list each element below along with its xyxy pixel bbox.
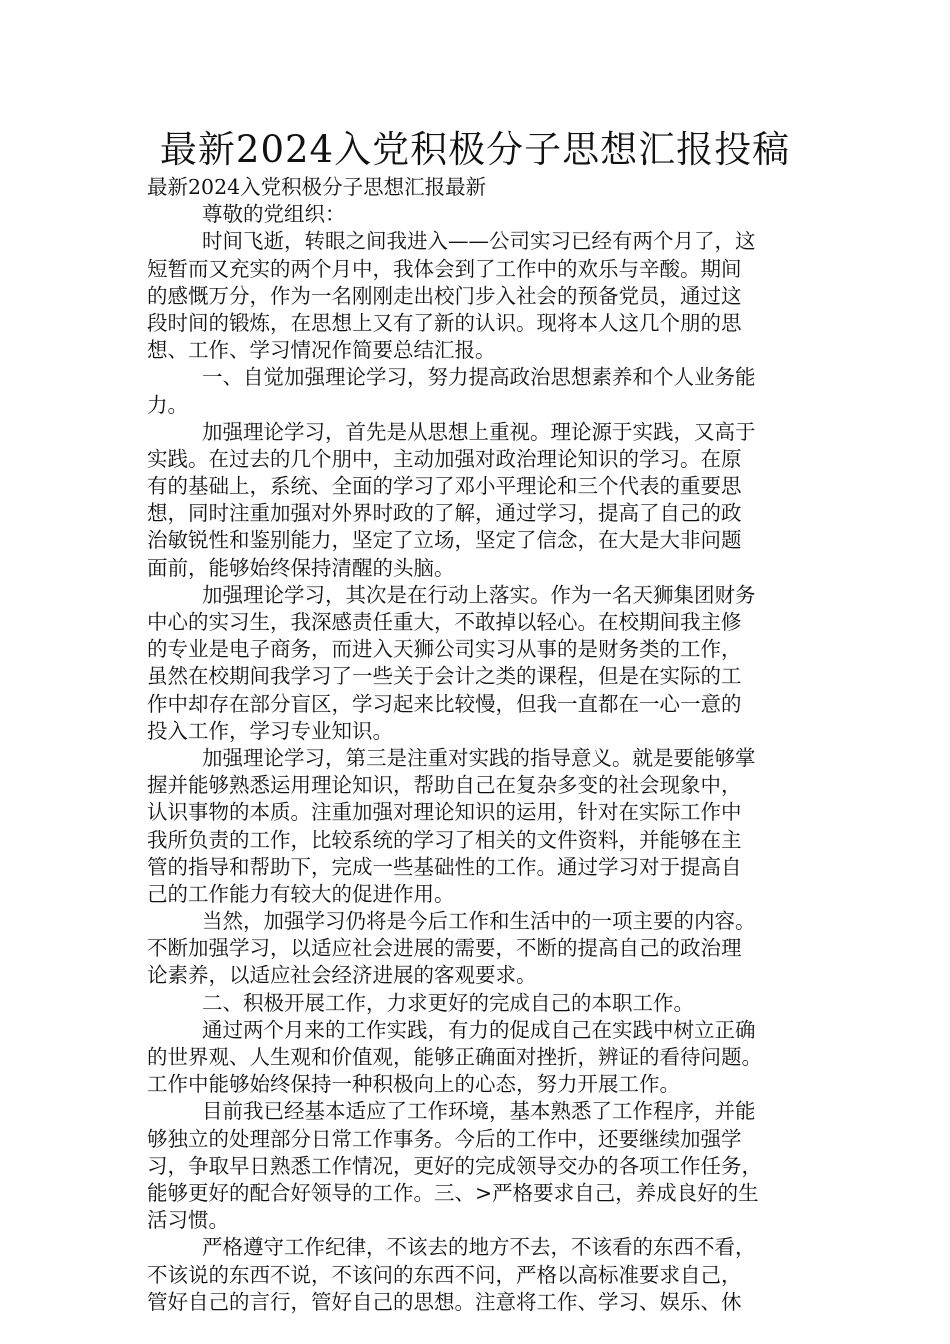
text-line: 习，争取早日熟悉工作情况，更好的完成领导交办的各项工作任务， [147, 1153, 762, 1178]
text-line: 想、工作、学习情况作简要总结汇报。 [147, 338, 496, 363]
text-line: 力。 [147, 392, 188, 417]
text-line: 虽然在校期间我学习了一些关于会计之类的课程，但是在实际的工 [147, 664, 742, 689]
text-line: 面前，能够始终保持清醒的头脑。 [147, 555, 455, 580]
text-line: 管好自己的言行，管好自己的思想。注意将工作、学习、娱乐、休 [147, 1289, 742, 1314]
text-line: 活习惯。 [147, 1208, 229, 1233]
text-line: 的专业是电子商务，而进入天狮公司实习从事的是财务类的工作， [147, 637, 742, 662]
text-line: 的世界观、人生观和价值观，能够正确面对挫折，辨证的看待问题。 [147, 1045, 762, 1069]
text-line: 投入工作，学习专业知识。 [147, 718, 393, 743]
text-line: 能够更好的配合好领导的工作。三、>严格要求自己，养成良好的生 [147, 1180, 759, 1205]
text-line: 加强理论学习，首先是从思想上重视。理论源于实践，又高于 [202, 419, 756, 444]
text-line: 认识事物的本质。注重加强对理论知识的运用，针对在实际工作中 [147, 800, 742, 825]
text-line: 实践。在过去的几个朋中，主动加强对政治理论知识的学习。在原 [147, 446, 742, 471]
document-title: 最新2024入党积极分子思想汇报投稿 [159, 128, 791, 171]
text-line: 工作中能够始终保持一种积极向上的心态，努力开展工作。 [147, 1072, 680, 1097]
text-line: 通过两个月来的工作实践，有力的促成自己在实践中树立正确 [202, 1017, 756, 1042]
text-line: 的感慨万分，作为一名刚刚走出校门步入社会的预备党员，通过这 [147, 283, 742, 308]
text-line: 中心的实习生，我深感责任重大，不敢掉以轻心。在校期间我主修 [147, 610, 742, 634]
text-line: 我所负责的工作，比较系统的学习了相关的文件资料，并能够在主 [147, 827, 742, 852]
text-line: 当然，加强学习仍将是今后工作和生活中的一项主要的内容。 [202, 909, 756, 934]
text-line: 目前我已经基本适应了工作环境，基本熟悉了工作程序，并能 [202, 1099, 756, 1124]
text-line: 作中却存在部分盲区，学习起来比较慢，但我一直都在一心一意的 [147, 691, 742, 716]
text-line: 管的指导和帮助下，完成一些基础性的工作。通过学习对于提高自 [147, 854, 742, 879]
text-line: 握并能够熟悉运用理论知识，帮助自己在复杂多变的社会现象中， [147, 773, 742, 798]
text-line: 加强理论学习，其次是在行动上落实。作为一名天狮集团财务 [202, 582, 756, 607]
document-body [147, 174, 819, 1316]
text-line: 己的工作能力有较大的促进作用。 [147, 881, 455, 906]
text-line: 一、自觉加强理论学习，努力提高政治思想素养和个人业务能 [202, 365, 756, 390]
text-line: 够独立的处理部分日常工作事务。今后的工作中，还要继续加强学 [147, 1126, 742, 1151]
text-line: 论素养，以适应社会经济进展的客观要求。 [147, 963, 537, 988]
text-line: 段时间的锻炼，在思想上又有了新的认识。现将本人这几个朋的思 [147, 310, 742, 335]
text-line: 最新2024入党积极分子思想汇报最新 [147, 175, 487, 199]
text-line: 不断加强学习，以适应社会进展的需要，不断的提高自己的政治理 [147, 936, 742, 961]
text-line: 有的基础上，系统、全面的学习了邓小平理论和三个代表的重要思 [147, 474, 742, 499]
text-line: 时间飞逝，转眼之间我进入——公司实习已经有两个月了，这 [202, 229, 756, 254]
text-line: 短暂而又充实的两个月中，我体会到了工作中的欢乐与辛酸。期间 [147, 256, 742, 281]
text-line: 加强理论学习，第三是注重对实践的指导意义。就是要能够掌 [202, 745, 756, 770]
text-line: 二、积极开展工作，力求更好的完成自己的本职工作。 [202, 990, 694, 1015]
text-line: 严格遵守工作纪律，不该去的地方不去，不该看的东西不看， [202, 1235, 756, 1260]
text-line: 想，同时注重加强对外界时政的了解，通过学习，提高了自己的政 [147, 501, 742, 526]
text-line: 不该说的东西不说，不该问的东西不问，严格以高标准要求自己， [147, 1262, 742, 1287]
text-line: 治敏锐性和鉴别能力，坚定了立场，坚定了信念，在大是大非问题 [147, 528, 742, 553]
text-line: 尊敬的党组织： [202, 202, 346, 227]
